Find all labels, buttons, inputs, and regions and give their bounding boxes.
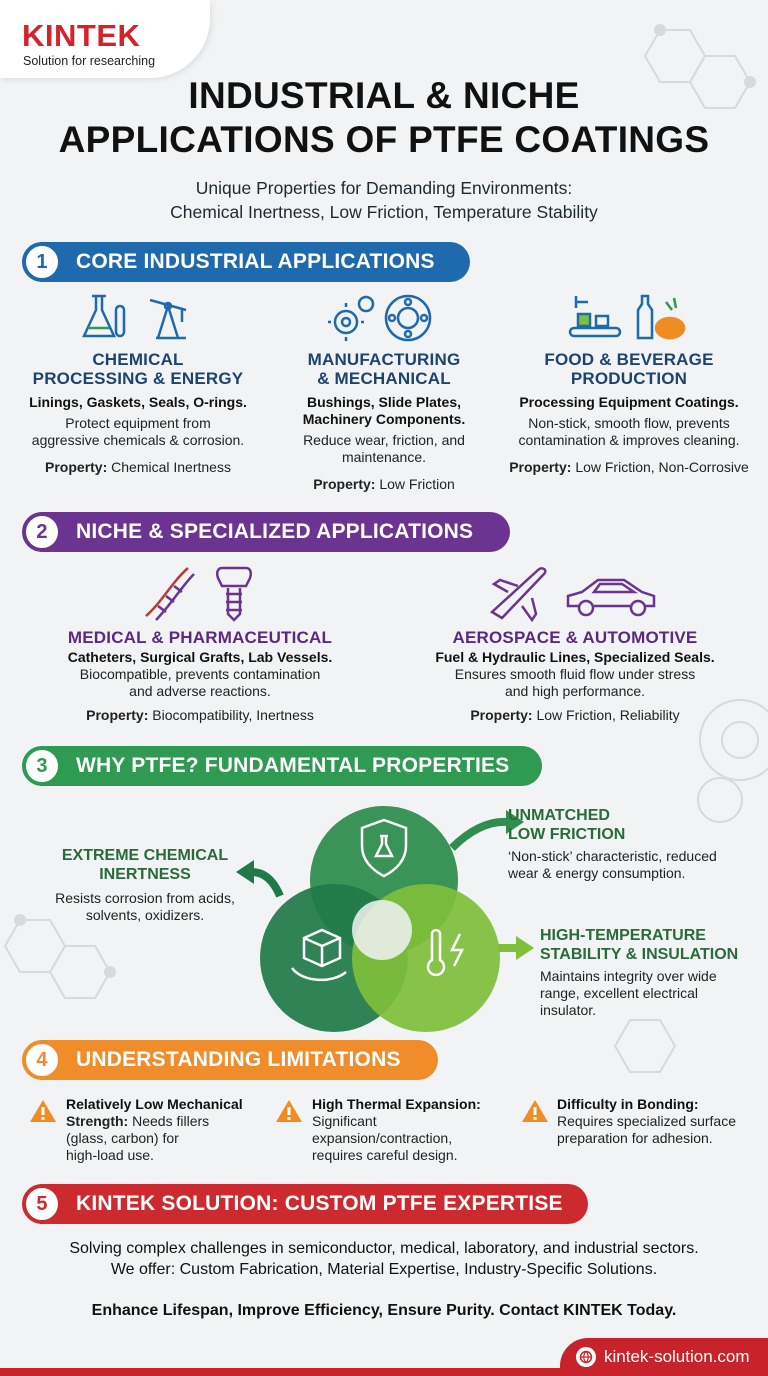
- section-4-number: 4: [22, 1040, 62, 1080]
- warning-icon: [28, 1098, 58, 1124]
- section-2-title: NICHE & SPECIALIZED APPLICATIONS: [76, 520, 474, 543]
- limitation-expansion-desc-3: requires careful design.: [312, 1147, 458, 1163]
- core-manufacturing-property: Property: Low Friction: [313, 476, 455, 492]
- fundamental-friction-desc-2: wear & energy consumption.: [508, 865, 686, 881]
- dna-icon: [146, 568, 194, 620]
- section-5-title: KINTEK SOLUTION: CUSTOM PTFE EXPERTISE: [76, 1192, 563, 1215]
- gears-icon: [328, 297, 373, 341]
- arrow-friction: [452, 822, 508, 848]
- section-5-banner: [0, 1184, 588, 1224]
- section-1-number: 1: [22, 242, 62, 282]
- core-manufacturing-title-2: & MECHANICAL: [317, 369, 451, 388]
- core-chemical-desc-2: aggressive chemicals & corrosion.: [31, 432, 245, 448]
- page-title-line2: APPLICATIONS OF PTFE COATINGS: [58, 119, 710, 160]
- core-food-title-1: FOOD & BEVERAGE: [544, 350, 714, 369]
- core-chemical-column: [10, 350, 266, 476]
- limitation-expansion-desc-2: expansion/contraction,: [312, 1130, 453, 1146]
- oil-pump-icon: [150, 300, 186, 338]
- limitation-bonding-desc-1: Requires specialized surface: [557, 1113, 736, 1129]
- properties-venn-diagram: [230, 800, 540, 1040]
- section-2-banner: [0, 512, 510, 552]
- core-manufacturing-desc-2: maintenance.: [341, 449, 427, 465]
- kintek-description: [0, 1238, 768, 1280]
- fundamental-friction-title-2: LOW FRICTION: [508, 826, 626, 843]
- fundamental-temperature-title-2: STABILITY & INSULATION: [540, 946, 739, 963]
- website-link[interactable]: [560, 1338, 768, 1376]
- section-3-banner: [0, 746, 542, 786]
- core-chemical-title-1: CHEMICAL: [92, 350, 184, 369]
- niche-medical-desc-2: and adverse reactions.: [129, 683, 271, 699]
- limitation-strength: [66, 1096, 266, 1164]
- website-text: kintek-solution.com: [604, 1347, 750, 1366]
- core-chemical-sub: Linings, Gaskets, Seals, O-rings.: [29, 394, 247, 410]
- niche-aero-property: Property: Low Friction, Reliability: [470, 707, 680, 723]
- core-manufacturing-desc-1: Reduce wear, friction, and: [303, 432, 465, 448]
- section-1-banner: [0, 242, 470, 282]
- niche-aero-desc-1: Ensures smooth fluid flow under stress: [454, 666, 696, 682]
- page-title: [0, 74, 768, 162]
- fundamental-chemical-desc-1: Resists corrosion from acids,: [55, 890, 235, 906]
- core-food-property: Property: Low Friction, Non-Corrosive: [509, 459, 749, 475]
- warning-icon: [520, 1098, 550, 1124]
- brand-tagline: Solution for researching: [23, 54, 156, 68]
- limitation-expansion: [312, 1096, 512, 1164]
- section-3-title: WHY PTFE? FUNDAMENTAL PROPERTIES: [76, 754, 510, 777]
- core-food-sub: Processing Equipment Coatings.: [519, 394, 739, 410]
- aero-icons: [488, 562, 668, 622]
- fundamental-temperature-title-1: HIGH-TEMPERATURE: [540, 927, 706, 944]
- fundamental-chemical-desc-2: solvents, oxidizers.: [85, 907, 205, 923]
- subtitle-line1: Unique Properties for Demanding Environments:: [195, 178, 573, 198]
- fundamental-chemical-title-1: EXTREME CHEMICAL: [61, 847, 229, 864]
- call-to-action[interactable]: Enhance Lifespan, Improve Efficiency, Ensure Purity. Contact KINTEK Today.: [91, 1302, 677, 1319]
- core-food-column: [498, 350, 760, 476]
- niche-medical-desc-1: Biocompatible, prevents contamination: [79, 666, 321, 682]
- fundamental-friction-desc-1: ‘Non-stick’ characteristic, reduced: [508, 848, 717, 864]
- food-icons: [566, 292, 686, 344]
- core-manufacturing-column: [276, 350, 492, 493]
- page-title-line1: INDUSTRIAL & NICHE: [188, 75, 580, 116]
- section-2-number: 2: [22, 512, 62, 552]
- limitation-expansion-desc-1: Significant: [312, 1113, 377, 1129]
- fundamental-temperature-desc-3: insulator.: [540, 1002, 597, 1018]
- core-chemical-desc-1: Protect equipment from: [65, 415, 211, 431]
- limitation-bonding-title: Difficulty in Bonding:: [557, 1096, 699, 1112]
- fundamental-temperature-desc-2: range, excellent electrical: [540, 985, 698, 1001]
- kintek-description-line2: We offer: Custom Fabrication, Material Expertise, Industry-Specific Solutions.: [110, 1261, 658, 1278]
- fundamental-chemical: [40, 846, 250, 924]
- fundamental-temperature-desc-1: Maintains integrity over wide: [540, 968, 717, 984]
- fundamental-friction: [508, 806, 758, 882]
- niche-aero-title: AEROSPACE & AUTOMOTIVE: [452, 628, 698, 647]
- fundamental-temperature: [540, 926, 762, 1019]
- niche-medical-column: [40, 628, 360, 724]
- core-manufacturing-sub-2: Machinery Components.: [302, 411, 466, 427]
- bearing-icon: [386, 296, 430, 340]
- section-1-title: CORE INDUSTRIAL APPLICATIONS: [76, 250, 435, 273]
- brand-logo[interactable]: KINTEK: [22, 18, 141, 53]
- airplane-icon: [492, 568, 545, 620]
- core-manufacturing-title-1: MANUFACTURING: [307, 350, 461, 369]
- subtitle-line2: Chemical Inertness, Low Friction, Temperature Stability: [170, 202, 598, 222]
- chemical-icons: [78, 292, 198, 344]
- page-subtitle: [0, 176, 768, 224]
- medical-icons: [142, 562, 262, 622]
- niche-medical-sub: Catheters, Surgical Grafts, Lab Vessels.: [67, 649, 333, 665]
- limitation-strength-title-1: Relatively Low Mechanical: [66, 1096, 243, 1112]
- core-food-title-2: PRODUCTION: [570, 369, 688, 388]
- section-4-title: UNDERSTANDING LIMITATIONS: [76, 1048, 401, 1071]
- niche-aero-desc-2: and high performance.: [504, 683, 646, 699]
- bottle-food-icon: [638, 296, 684, 338]
- arrow-chemical: [252, 872, 280, 896]
- limitation-strength-desc-1: Strength: Needs fillers: [66, 1113, 210, 1129]
- fundamental-chemical-title-2: INERTNESS: [99, 866, 191, 883]
- manufacturing-icons: [328, 292, 438, 344]
- section-5-number: 5: [22, 1184, 62, 1224]
- core-chemical-title-2: PROCESSING & ENERGY: [32, 369, 244, 388]
- core-chemical-property: Property: Chemical Inertness: [45, 459, 231, 475]
- section-4-banner: [0, 1040, 438, 1080]
- car-icon: [568, 580, 654, 615]
- section-3-number: 3: [22, 746, 62, 786]
- niche-medical-property: Property: Biocompatibility, Inertness: [86, 707, 314, 723]
- limitation-strength-desc-3: high-load use.: [66, 1147, 154, 1163]
- conveyor-icon: [570, 296, 620, 336]
- flask-icon: [84, 296, 124, 336]
- limitation-strength-desc-2: (glass, carbon) for: [66, 1130, 179, 1146]
- warning-icon: [274, 1098, 304, 1124]
- niche-aero-column: [410, 628, 740, 724]
- kintek-description-line1: Solving complex challenges in semiconductor, medical, laboratory, and industrial sectors.: [69, 1240, 699, 1257]
- limitation-bonding: [557, 1096, 762, 1147]
- core-manufacturing-sub-1: Bushings, Slide Plates,: [306, 394, 462, 410]
- niche-medical-title: MEDICAL & PHARMACEUTICAL: [67, 628, 333, 647]
- niche-aero-sub: Fuel & Hydraulic Lines, Specialized Seals.: [435, 649, 715, 665]
- limitation-bonding-desc-2: preparation for adhesion.: [557, 1130, 713, 1146]
- limitation-expansion-title: High Thermal Expansion:: [312, 1096, 481, 1112]
- core-food-desc-1: Non-stick, smooth flow, prevents: [528, 415, 730, 431]
- globe-icon: [576, 1347, 596, 1367]
- fundamental-friction-title-1: UNMATCHED: [508, 807, 610, 824]
- dental-implant-icon: [217, 568, 251, 620]
- core-food-desc-2: contamination & improves cleaning.: [518, 432, 740, 448]
